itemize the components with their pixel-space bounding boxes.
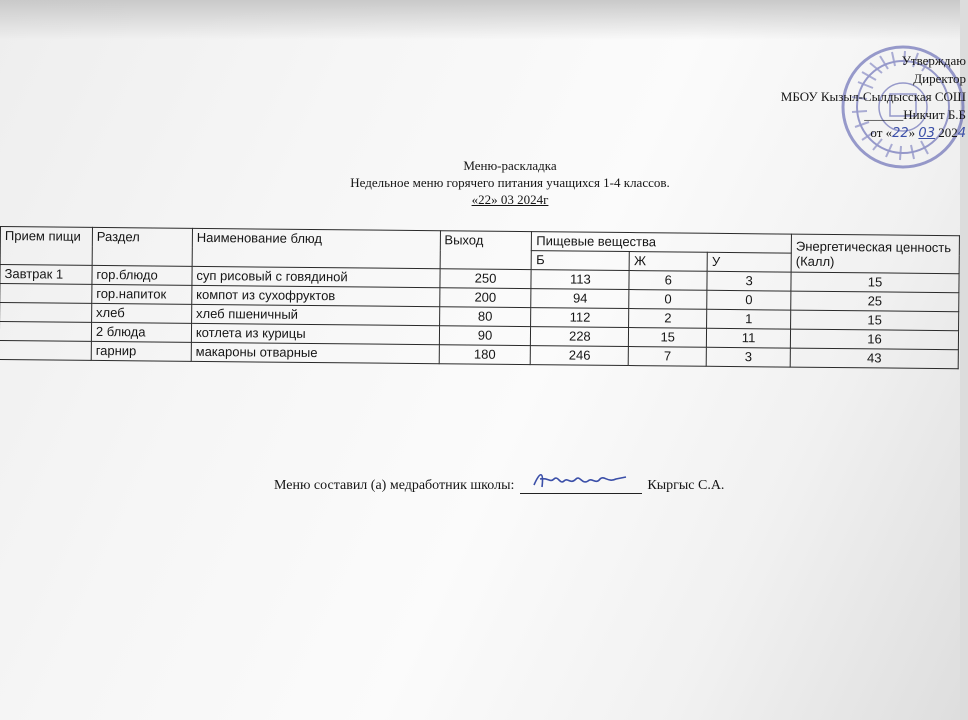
approval-position: Директор — [913, 71, 966, 86]
page-shadow — [0, 0, 960, 40]
cell-section: 2 блюда — [91, 322, 191, 342]
date-year-handwritten: 4 — [957, 126, 966, 141]
cell-yield: 250 — [439, 269, 531, 289]
cell-section: гор.блюдо — [92, 265, 192, 285]
cell-energy: 15 — [791, 310, 959, 331]
document-date: «22» 03 2024г — [471, 192, 549, 207]
table-body — [0, 265, 959, 369]
header-fat: Ж — [629, 252, 707, 272]
document-header — [300, 157, 720, 208]
date-month: 03 — [918, 126, 935, 141]
cell-meal — [0, 322, 92, 342]
header-yield: Выход — [440, 231, 532, 270]
cell-meal — [0, 303, 92, 323]
cell-section: гор.напиток — [92, 284, 192, 304]
date-prefix: от « — [870, 125, 893, 140]
cell-dish: компот из сухофруктов — [192, 285, 440, 306]
header-carbs: У — [707, 252, 791, 272]
cell-carbs: 0 — [707, 290, 791, 310]
approval-block — [736, 52, 966, 143]
cell-carbs: 1 — [707, 309, 791, 329]
cell-dish: суп рисовый с говядиной — [192, 266, 440, 287]
cell-energy: 16 — [790, 329, 958, 350]
cell-dish: котлета из курицы — [191, 323, 439, 344]
cell-protein: 112 — [531, 308, 629, 328]
date-mid: » — [908, 125, 919, 140]
cell-energy: 43 — [790, 348, 958, 369]
header-protein: Б — [532, 251, 630, 271]
table-header-row-1 — [0, 227, 959, 255]
menu-table — [0, 226, 960, 369]
header-meal: Прием пищи — [0, 227, 92, 266]
header-nutrients: Пищевые вещества — [532, 232, 792, 253]
cell-protein: 246 — [531, 346, 629, 366]
cell-protein: 228 — [531, 327, 629, 347]
signature-label: Меню составил (а) медработник школы: — [274, 478, 515, 493]
approval-title: Утверждаю — [901, 53, 966, 68]
cell-protein: 113 — [531, 270, 629, 290]
cell-yield: 90 — [439, 326, 531, 346]
approval-signatory — [736, 106, 966, 124]
signature-line — [274, 478, 724, 494]
cell-yield: 80 — [439, 307, 531, 327]
cell-carbs: 3 — [707, 271, 791, 291]
approval-sign-line: ______ — [864, 107, 904, 122]
cell-protein: 94 — [531, 289, 629, 309]
cell-dish: макароны отварные — [191, 342, 439, 363]
cell-yield: 200 — [439, 288, 531, 308]
cell-yield: 180 — [439, 345, 531, 365]
cell-energy: 25 — [791, 291, 959, 312]
cell-dish: хлеб пшеничный — [191, 304, 439, 325]
date-day: 22 — [892, 126, 909, 141]
cell-fat: 2 — [629, 309, 707, 329]
cell-fat: 15 — [629, 328, 707, 348]
approval-director-name: Никчит Б.Б — [903, 107, 966, 122]
cell-fat: 6 — [629, 271, 707, 291]
cell-fat: 7 — [629, 347, 707, 367]
document-title: Меню-раскладка — [463, 158, 557, 173]
approval-organization: МБОУ Кызыл-Сылдысская СОШ — [780, 89, 966, 104]
signature-field — [520, 479, 642, 494]
cell-carbs: 11 — [707, 328, 791, 348]
document-subtitle: Недельное меню горячего питания учащихся 1-4 классов. — [350, 175, 670, 190]
header-energy: Энергетическая ценность (Калл) — [791, 234, 959, 274]
cell-meal — [0, 284, 92, 304]
header-dish: Наименование блюд — [192, 228, 440, 268]
signature-name: Кыргыс С.А. — [647, 478, 725, 493]
cell-section: гарнир — [91, 341, 191, 361]
handwritten-signature — [530, 467, 630, 493]
approval-date — [736, 124, 966, 143]
cell-energy: 15 — [791, 272, 959, 293]
cell-meal: Завтрак 1 — [0, 265, 92, 285]
cell-fat: 0 — [629, 290, 707, 310]
header-section: Раздел — [92, 227, 192, 266]
cell-meal — [0, 340, 91, 360]
cell-section: хлеб — [92, 303, 192, 323]
cell-carbs: 3 — [706, 347, 790, 367]
date-year: 202 — [934, 125, 958, 140]
